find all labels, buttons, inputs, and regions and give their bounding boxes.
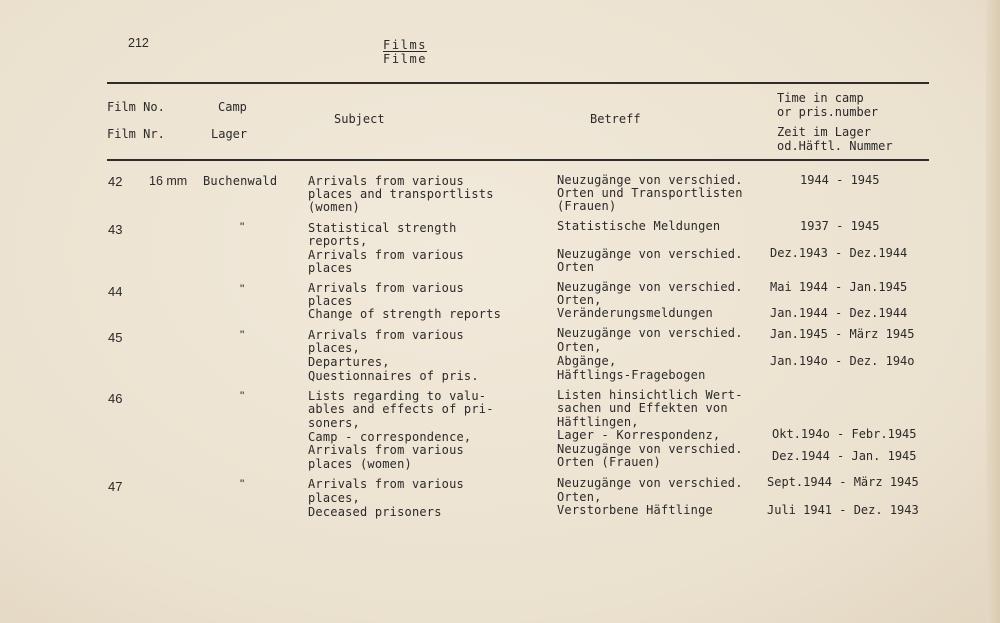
betreff-line: Neuzugänge von verschied. [557,326,743,340]
subject-line: places, [308,341,360,355]
betreff-line: Orten, [557,490,602,504]
betreff-line: Orten (Frauen) [557,455,661,469]
subject-line: ables and effects of pri- [308,402,494,416]
header-betreff: Betreff [590,112,641,126]
film-number: 46 [108,391,123,406]
header-subject: Subject [334,112,385,126]
betreff-line: Orten, [557,293,602,307]
subject-line: Arrivals from various [308,174,464,188]
subject-line: places [308,294,353,308]
time-range: Okt.194o - Febr.1945 [772,427,917,441]
header-rule [107,159,929,161]
header-time-de-2: od.Häftl. Nummer [777,139,893,153]
subject-line: Arrivals from various [308,248,464,262]
subject-line: places, [308,491,360,505]
film-format: 16 mm [149,174,188,188]
betreff-line: Neuzugänge von verschied. [557,280,743,294]
betreff-line: Neuzugänge von verschied. [557,173,743,187]
subject-line: Camp - correspondence, [308,430,472,444]
top-rule [107,82,929,84]
title-line-en: Films [383,38,428,52]
betreff-line: Häftlingen, [557,415,639,429]
betreff-line: Orten [557,260,595,274]
header-time-de-1: Zeit im Lager [777,125,871,139]
time-range: Jan.1945 - März 1945 [770,327,915,341]
subject-line: (women) [308,200,360,214]
ditto-mark: " [240,477,245,491]
film-number: 43 [108,222,123,237]
betreff-line: Orten, [557,340,602,354]
ditto-mark: " [240,328,245,342]
betreff-line: Statistische Meldungen [557,219,721,233]
betreff-line: (Frauen) [557,199,617,213]
time-range: 1937 - 1945 [800,219,880,233]
page-number: 212 [128,36,149,50]
subject-line: places (women) [308,457,412,471]
time-range: Jan.1944 - Dez.1944 [770,306,908,320]
ditto-mark: " [240,389,245,403]
film-number: 42 [108,174,123,189]
betreff-line: Neuzugänge von verschied. [557,247,743,261]
time-range: Dez.1944 - Jan. 1945 [772,449,917,463]
betreff-line: Listen hinsichtlich Wert- [557,388,743,402]
header-camp-de: Lager [211,127,248,141]
subject-line: Departures, [308,355,390,369]
time-range: Dez.1943 - Dez.1944 [770,246,908,260]
page-edge [986,0,1000,623]
subject-line: places and transportlists [308,187,494,201]
betreff-line: Neuzugänge von verschied. [557,476,743,490]
header-film-no-en: Film No. [107,100,165,114]
betreff-line: Lager - Korrespondenz, [557,428,721,442]
betreff-line: Abgänge, [557,354,617,368]
time-range: Sept.1944 - März 1945 [767,475,919,489]
betreff-line: sachen und Effekten von [557,401,728,415]
ditto-mark: " [240,282,245,296]
header-film-no-de: Film Nr. [107,127,165,141]
subject-line: reports, [308,234,368,248]
header-time-en-2: or pris.number [777,105,879,119]
betreff-line: Orten und Transportlisten [557,186,743,200]
betreff-line: Verstorbene Häftlinge [557,503,713,517]
subject-line: Change of strength reports [308,307,502,321]
page-title [383,38,427,66]
title-line-de: Filme [383,52,428,66]
subject-line: soners, [308,416,360,430]
subject-line: places [308,261,353,275]
subject-line: Deceased prisoners [308,505,442,519]
subject-line: Arrivals from various [308,477,464,491]
film-number: 45 [108,330,123,345]
time-range: Jan.194o - Dez. 194o [770,354,915,368]
time-range: 1944 - 1945 [800,173,880,187]
subject-line: Arrivals from various [308,443,464,457]
subject-line: Questionnaires of pris. [308,369,479,383]
ditto-mark: " [240,220,245,234]
betreff-line: Neuzugänge von verschied. [557,442,743,456]
camp-name: Buchenwald [203,174,278,188]
film-number: 47 [108,479,123,494]
subject-line: Arrivals from various [308,328,464,342]
time-range: Juli 1941 - Dez. 1943 [767,503,919,517]
subject-line: Arrivals from various [308,281,464,295]
film-number: 44 [108,284,123,299]
subject-line: Lists regarding to valu- [308,389,487,403]
betreff-line: Häftlings-Fragebogen [557,368,706,382]
time-range: Mai 1944 - Jan.1945 [770,280,908,294]
subject-line: Statistical strength [308,221,457,235]
header-time-en-1: Time in camp [777,91,864,105]
header-camp-en: Camp [218,100,247,114]
betreff-line: Veränderungsmeldungen [557,306,713,320]
